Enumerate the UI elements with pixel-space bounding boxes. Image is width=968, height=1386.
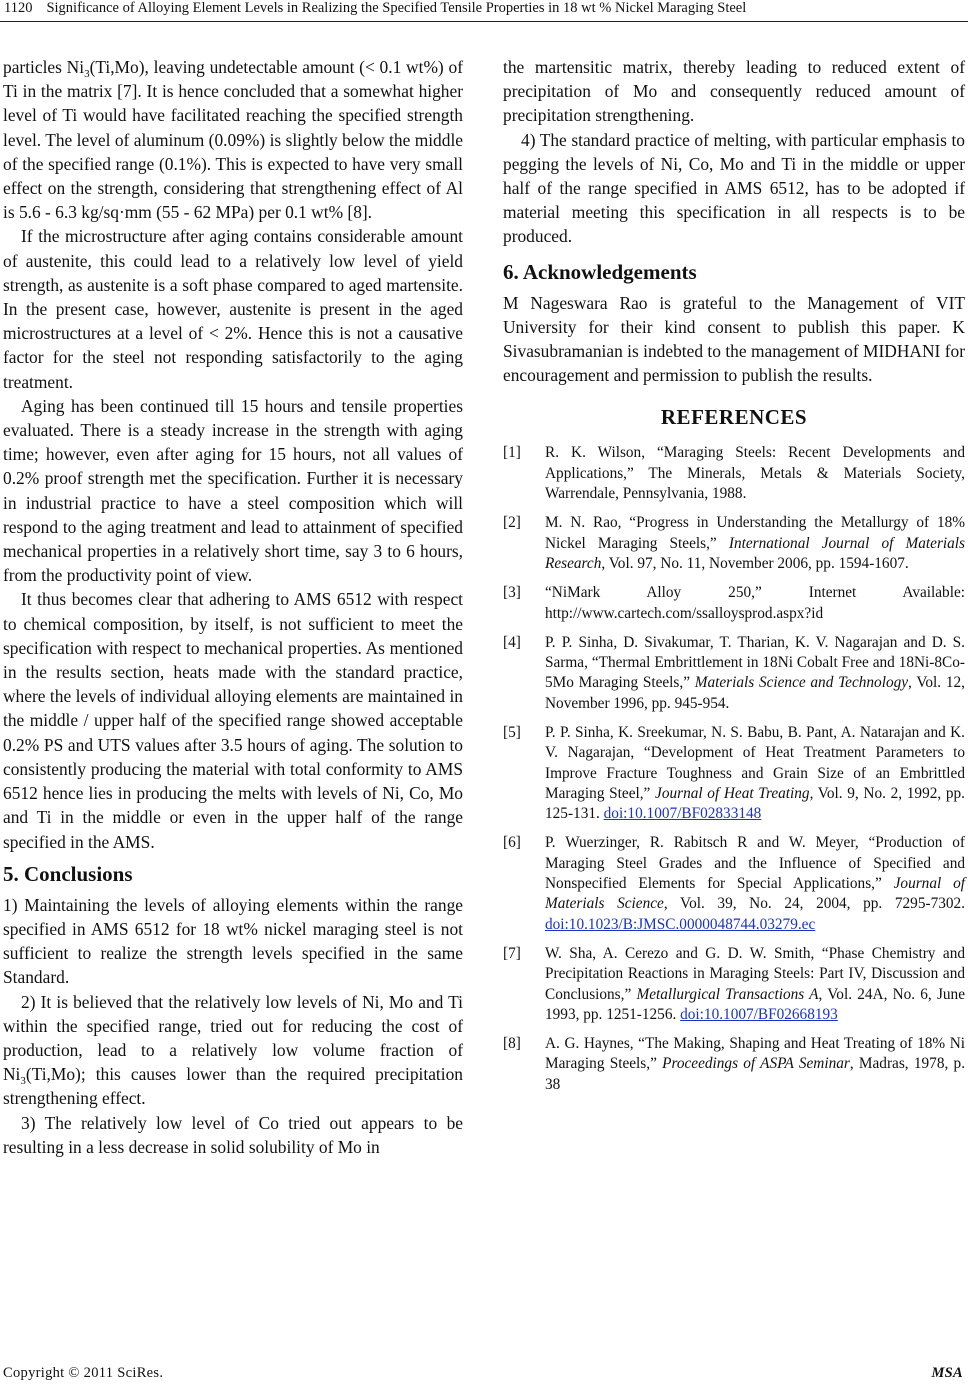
reference-text (545, 443, 965, 504)
reference-text-main: P. Wuerzinger, R. Rabitsch R and W. Meyer, “Production of Maraging Steel Grades and the Influence of Specified and Nonspecified Elements for Special Applications,” (545, 834, 965, 893)
conclusion-2-part-b: (Ti,Mo); this causes lower than the required precipitation strengthening effect. (3, 1064, 463, 1109)
paragraph-2: If the microstructure after aging contains considerable amount of austenite, this could lead to a relatively low level of yield strength, as austenite is a soft phase compared to aged martensite. In the present case, however, austenite is present in the aged microstructures at a level of < 2%. Hence this is not a causative factor for the steel not responding satisfactorily to the aging treatment. (3, 226, 463, 392)
conclusion-2-part-a: 2) It is believed that the relatively low levels of Ni, Mo and Ti within the specified range, tried out for reducing the cost of production, lead to a relatively low volume fraction of Ni (3, 991, 463, 1085)
reference-number: [2] (503, 514, 521, 532)
conclusion-4: 4) The standard practice of melting, with particular emphasis to pegging the levels of Ni, Co, Mo and Ti in the middle or upper half of the range specified in AMS 6512, has to be adopted if material meeting this specification in all respects is to be produced. (503, 129, 965, 247)
reference-text-details: , Madras, 1978, p. 38 (545, 1055, 966, 1093)
conclusion-1: 1) Maintaining the levels of alloying elements within the range specified in AMS 6512 for 18 wt% nickel maraging steel is not sufficient to realize the strength levels specified in the same Standard. (3, 894, 463, 988)
paragraph-1-part-a: particles Ni (3, 57, 85, 77)
paragraph-1-part-b: (Ti,Mo), leaving undetectable amount (< 0.1 wt%) of Ti in the matrix [7]. It is hence concluded that a somewhat higher level of Ti would have facilitated reaching the specified strength level. The level of aluminum (0.09%) is slightly below the middle of the specified range (0.1%). This is expected to have very small effect on the strength, considering that strengthening effect of Al is 5.6 - 6.3 kg/sq·mm (55 - 62 MPa) per 0.1 wt% [8]. (3, 57, 463, 223)
reference-source-title: Materials Science and Technology (694, 674, 909, 692)
doi-link[interactable]: doi:10.1007/BF02668193 (680, 1005, 838, 1023)
reference-text-details: , Vol. 24A, No. 6, June 1993, pp. 1251-1256. (545, 985, 965, 1023)
reference-item (503, 443, 965, 504)
reference-text-main: P. P. Sinha, K. Sreekumar, N. S. Babu, B. Pant, A. Natarajan and K. V. Nagarajan, “Development of Heat Treatment Parameters to Improve Fracture Toughness and Grain Size of an Embrittled Maraging Steel,” (545, 724, 965, 802)
doi-link[interactable]: doi:10.1007/BF02833148 (603, 805, 762, 823)
copyright-notice: Copyright © 2011 SciRes. (3, 1365, 164, 1381)
reference-list (503, 443, 965, 1095)
reference-item (503, 513, 965, 574)
reference-text-main: W. Sha, A. Cerezo and G. D. W. Smith, “Phase Chemistry and Precipitation Reactions in Maraging Steels: Part IV, Discussion and Conclusions,” (545, 944, 965, 1003)
reference-source-title: Metallurgical Transactions A (636, 985, 819, 1003)
reference-text-main: M. N. Rao, “Progress in Understanding the Metallurgy of 18% Nickel Maraging Steels,” (545, 514, 965, 552)
reference-text-main: A. G. Haynes, “The Making, Shaping and Heat Treating of 18% Ni Maraging Steels,” (545, 1035, 965, 1073)
references-heading: REFERENCES (660, 405, 808, 430)
reference-text (545, 723, 965, 824)
reference-item (503, 944, 965, 1025)
page-footer (3, 1364, 963, 1384)
journal-abbreviation: MSA (931, 1365, 963, 1381)
reference-text-details: , Vol. 9, No. 2, 1992, pp. 125-131. (545, 784, 965, 823)
subscript: 3 (84, 68, 90, 80)
reference-item (503, 583, 965, 624)
reference-text (545, 944, 965, 1025)
acknowledgements-text: M Nageswara Rao is grateful to the Management of VIT University for their kind consent to publish this paper. K Sivasubramanian is indebted to the management of MIDHANI for encouragement and permission to publish the results. (503, 292, 965, 386)
paragraph-4: It thus becomes clear that adhering to AMS 6512 with respect to chemical composition, by itself, is not sufficient to meet the specification with respect to mechanical properties. As mentioned in the results section, heats made with the standard practice, where the levels of individual alloying elements are maintained in the middle / upper half of the specified range showed acceptable 0.2% PS and UTS values after 3.5 hours of aging. The solution to consistently producing the material with total conformity to AMS 6512 hence lies in producing the melts with levels of Ni, Co, Mo and Ti in the middle or even in the upper half of the range specified in the AMS. (3, 589, 463, 852)
page-number: 1120 (4, 0, 33, 16)
left-column (3, 55, 463, 1159)
reference-source-title: International Journal of Materials Research (545, 534, 966, 572)
right-column (503, 55, 965, 1104)
reference-item (503, 633, 965, 714)
reference-text-details: , Vol. 39, No. 24, 2004, pp. 7295-7302. (663, 895, 965, 913)
reference-text-main: R. K. Wilson, “Maraging Steels: Recent Developments and Applications,” The Minerals, Metals & Materials Society, Warrendale, Pennsylvania, 1988. (545, 444, 965, 503)
reference-item (503, 833, 965, 934)
reference-source-title: Journal of Materials Science (545, 875, 965, 913)
paragraph-3: Aging has been continued till 15 hours and tensile properties evaluated. There is a steady increase in the strength with aging time; however, even after aging for 15 hours, not all values of 0.2% proof strength met the specification. Further it is necessary in industrial practice to have a steel composition which will respond to the aging treatment and lead to attainment of specified mechanical properties in a relatively short time, say 3 to 6 hours, from the productivity point of view. (3, 395, 463, 586)
conclusion-3-continued: the martensitic matrix, thereby leading to reduced extent of precipitation of Mo and consequently reduced amount of precipitation strengthening. (503, 57, 965, 126)
subscript: 3 (20, 1075, 26, 1088)
conclusion-3: 3) The relatively low level of Co tried out appears to be resulting in a less decrease in solid solubility of Mo in (3, 1112, 463, 1157)
running-title: Significance of Alloying Element Levels in Realizing the Specified Tensile Properties in 18 wt % Nickel Maraging Steel (46, 0, 747, 16)
reference-text-main: “NiMark Alloy 250,” Internet Available: http://www.cartech.com/ssalloysprod.aspx?id (545, 584, 965, 622)
reference-text (545, 1034, 965, 1095)
reference-text (545, 583, 965, 624)
reference-number: [1] (503, 444, 521, 462)
header-rule (0, 21, 968, 22)
reference-source-title: Proceedings of ASPA Seminar (662, 1055, 850, 1073)
page-header (4, 0, 964, 22)
reference-number: [4] (503, 633, 521, 651)
reference-number: [3] (503, 584, 521, 602)
conclusion-2 (3, 990, 463, 1111)
acknowledgements-heading: 6. Acknowledgements (503, 259, 697, 284)
reference-number: [7] (503, 944, 521, 962)
reference-text-details: , Vol. 12, November 1996, pp. 945-954. (545, 674, 965, 712)
reference-item (503, 723, 965, 824)
reference-source-title: Journal of Heat Treating (655, 784, 810, 802)
reference-text-main: P. P. Sinha, D. Sivakumar, T. Tharian, K. V. Nagarajan and D. S. Sarma, “Thermal Embrittlement in 18Ni Cobalt Free and 18Ni-8Co-5Mo Maraging Steels,” (545, 633, 965, 692)
reference-text (545, 633, 965, 714)
reference-text (545, 513, 965, 574)
reference-text-details: , Vol. 97, No. 11, November 2006, pp. 1594-1607. (601, 554, 909, 572)
reference-item (503, 1034, 965, 1095)
reference-number: [5] (503, 724, 521, 741)
conclusions-heading: 5. Conclusions (3, 861, 133, 886)
reference-number: [6] (503, 834, 521, 852)
reference-number: [8] (503, 1035, 521, 1053)
paragraph-1 (3, 55, 463, 224)
reference-text (545, 833, 965, 934)
doi-link[interactable]: doi:10.1023/B:JMSC.0000048744.03279.ec (545, 915, 816, 933)
